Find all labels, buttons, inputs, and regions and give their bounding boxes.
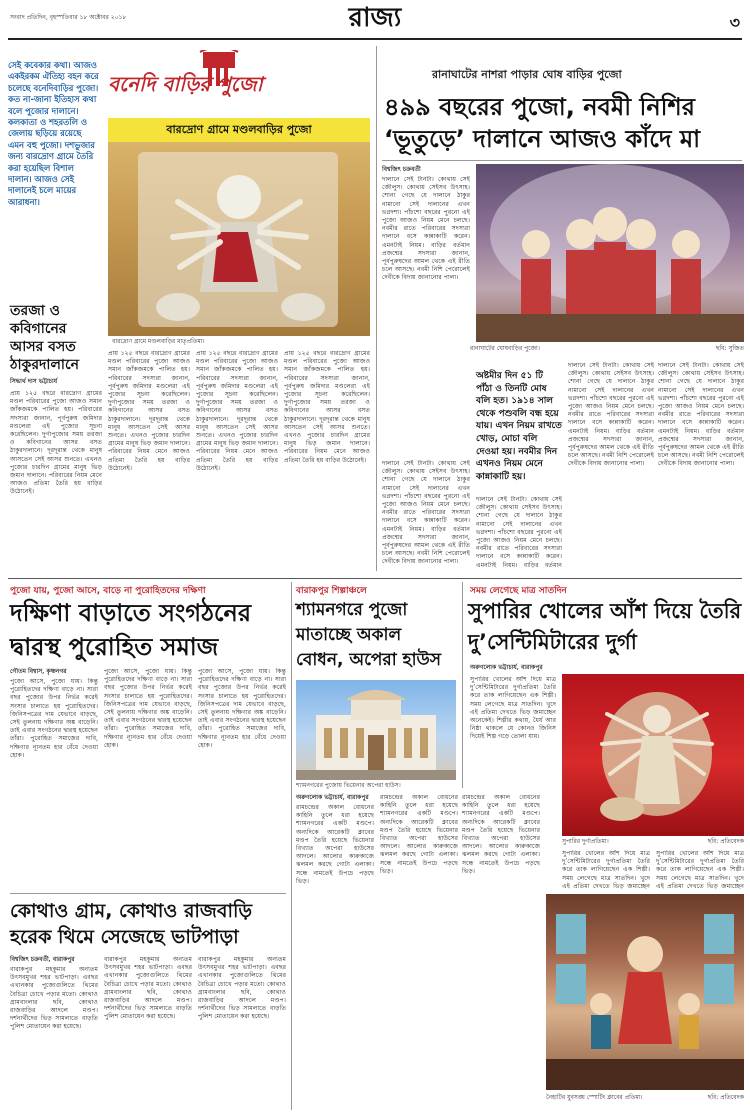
opera-house-photo: [296, 680, 456, 780]
purohit-body-col3: [198, 668, 286, 888]
purohit-body-text-3: পুজো আসে, পুজো যায়। কিন্তু পুরোহিতদের দক্ষিণা বাড়ে না। সারা বছর পুজোর উপর নির্ভর করেই সংসার চালাতে হয় পুরোহিতদের। জিনিসপত্রের দাম যেভাবে বাড়ছে, সেই তুলনায় দক্ষিণার অঙ্ক বাড়েনি। তাই এবার সংগঠনের দ্বারস্থ হয়েছেন তাঁরা। পুরোহিত সমাজের দাবি, দক্ষিণার ন্যূনতম হার বেঁধে দেওয়া হোক।: [198, 668, 286, 749]
left-story-body-text-3: প্রায় ১২৫ বছরে বারদ্রোণ গ্রামের মণ্ডল পরিবারের পুজো আজও সমান জাঁকজমকে পালিত হয়। পরিবারের সদস্যরা জানান, পূর্বপুরুষ জমিদার মণ্ডলেরা এই পুজোর সূচনা করেছিলেন। দুর্গাপুজোর সময় তরজা ও কবিগানের আসর বসত ঠাকুরদালানে। দূরদূরান্ত থেকে মানুষ আসতেন সেই আসর শুনতে। এখনও পুজোর চারদিন গ্রামের মানুষ ভিড় জমান দালানে। পরিবারের নিয়ম মেনে আজও প্রতিমা তৈরি হয় বাড়ির উঠোনেই।: [196, 350, 278, 472]
bottom-left-rule: [10, 893, 286, 894]
left-story-body-col3: [196, 350, 278, 568]
left-story-body: [10, 390, 102, 568]
purohit-body-text: পুজো আসে, পুজো যায়। কিন্তু পুরোহিতদের দক্ষিণা বাড়ে না। সারা বছর পুজোর উপর নির্ভর করেই সংসার চালাতে হয় পুরোহিতদের। জিনিসপত্রের দাম যেভাবে বাড়ছে, সেই তুলনায় দক্ষিণার অঙ্ক বাড়েনি। তাই এবার সংগঠনের দ্বারস্থ হয়েছেন তাঁরা। পুরোহিত সমাজের দাবি, দক্ষিণার ন্যূনতম হার বেঁধে দেওয়া হোক।: [10, 678, 98, 759]
supari-body-text-2: সুপারির খোলের আঁশ দিয়ে মাত্র দু’সেন্টিমিটারের দুর্গাপ্রতিমা তৈরি করে তাক লাগিয়েছেন এক শিল্পী। সময় লেগেছে মাত্র সাতদিন। খুদে এই প্রতিমা দেখতে ভিড় জমাচ্ছেন: [562, 850, 650, 890]
naihati-photo-credit: ছবি: প্রতিবেদক: [707, 1094, 744, 1101]
feature-logo-text: বনেদি বাড়ির পুজো: [108, 72, 263, 96]
masthead-rule: [8, 38, 742, 40]
shyamnagar-body-col1: [296, 804, 374, 1104]
purohit-kicker: পুজো যায়, পুজো আসে, বাড়ে না পুরোহিতদের দক্ষিণা: [10, 586, 206, 596]
bhatpara-body-text: বারাকপুর মহকুমার অন্যতম উৎসবমুখর শহর ভাটপাড়া। এবছর এখানকার পুজোগুলিতে থিমের বৈচিত্র্য চোখে পড়ার মতো। কোথাও গ্রামবাংলার ছবি, কোথাও রাজবাড়ির আদলে মণ্ডপ। দর্শনার্থীদের ভিড় সামলাতে বাড়তি পুলিশ মোতায়েন করা হয়েছে।: [10, 966, 98, 1031]
supari-photo-caption: সুপারির দুর্গাপ্রতিমা।: [562, 838, 609, 845]
section-rule: [8, 578, 742, 579]
left-story-body-text: প্রায় ১২৫ বছরে বারদ্রোণ গ্রামের মণ্ডল পরিবারের পুজো আজও সমান জাঁকজমকে পালিত হয়। পরিবারের সদস্যরা জানান, পূর্বপুরুষ জমিদার মণ্ডলেরা এই পুজোর সূচনা করেছিলেন। দুর্গাপুজোর সময় তরজা ও কবিগানের আসর বসত ঠাকুরদালানে। দূরদূরান্ত থেকে মানুষ আসতেন সেই আসর শুনতে। এখনও পুজোর চারদিন গ্রামের মানুষ ভিড় জমান দালানে। পরিবারের নিয়ম মেনে আজও প্রতিমা তৈরি হয় বাড়ির উঠোনেই।: [10, 390, 102, 496]
supari-headline: সুপারির খোলের আঁশ দিয়ে তৈরি দু’সেন্টিমিটারের দুর্গা: [468, 599, 742, 654]
bhatpara-body-col3: [198, 956, 286, 1106]
mondal-bari-photo: [108, 142, 370, 336]
supari-body-col3: [656, 850, 744, 890]
purohit-headline: দক্ষিণা বাড়াতে সংগঠনের দ্বারস্থ পুরোহিত সমাজ: [10, 599, 252, 661]
supari-idol-illustration: [562, 674, 744, 836]
main-body-text: দালানে সেই টানটা। কোথায় সেই জৌলুস। কোথায় সেইসব উৎসাহ। শোনা গেছে যে দালানে ঠাকুর নামানো সেই দালানের এখন ভগ্নদশা। পাঁচশো বছরের পুরনো এই পুজো আজও নিয়ম মেনে চলছে। নবমীর রাতে পরিবারের সদস্যরা দালানে বসে কান্নাকাটি করেন। এমনটাই নিয়ম। বাড়ির বর্তমান প্রজন্মের সদস্যরা জানান, পূর্বপুরুষদের আমল থেকে এই রীতি চলে আসছে। নবমী নিশি পেরোলেই দেবীকে বিদায় জানানোর পালা।: [382, 176, 470, 282]
supari-kicker: সময় লেগেছে মাত্র সাতদিন: [470, 586, 567, 596]
ghosh-bari-photo: [476, 164, 744, 342]
bhatpara-body-col1: [10, 966, 98, 1106]
main-body-text-2: দালানে সেই টানটা। কোথায় সেই জৌলুস। কোথায় সেইসব উৎসাহ। শোনা গেছে যে দালানে ঠাকুর নামানো সেই দালানের এখন ভগ্নদশা। পাঁচশো বছরের পুরনো এই পুজো আজও নিয়ম মেনে চলছে। নবমীর রাতে পরিবারের সদস্যরা দালানে বসে কান্নাকাটি করেন। এমনটাই নিয়ম। বাড়ির বর্তমান প্রজন্মের সদস্যরা জানান, পূর্বপুরুষদের আমল থেকে এই রীতি চলে আসছে। নবমী নিশি পেরোলেই দেবীকে বিদায় জানানোর পালা।: [568, 362, 654, 468]
main-body-col2: [568, 362, 654, 570]
main-headline-rule: [382, 160, 742, 161]
purohit-body-col2: [104, 668, 192, 888]
bhatpara-headline: কোথাও গ্রাম, কোথাও রাজবাড়ি হরেক থিমে সেজেছে ভাটপাড়া: [10, 900, 253, 948]
divider: [291, 582, 292, 1110]
shyamnagar-kicker: বারাকপুর শিল্পাঞ্চলে: [296, 586, 367, 596]
left-intro: [8, 60, 100, 295]
left-story-body-text-2: প্রায় ১২৫ বছরে বারদ্রোণ গ্রামের মণ্ডল পরিবারের পুজো আজও সমান জাঁকজমকে পালিত হয়। পরিবারের সদস্যরা জানান, পূর্বপুরুষ জমিদার মণ্ডলেরা এই পুজোর সূচনা করেছিলেন। দুর্গাপুজোর সময় তরজা ও কবিগানের আসর বসত ঠাকুরদালানে। দূরদূরান্ত থেকে মানুষ আসতেন সেই আসর শুনতে। এখনও পুজোর চারদিন গ্রামের মানুষ ভিড় জমান দালানে। পরিবারের নিয়ম মেনে আজও প্রতিমা তৈরি হয় বাড়ির উঠোনেই।: [108, 350, 190, 472]
main-headline-line1: ৪৯৯ বছরের পুজো, নবমী নিশির: [384, 93, 695, 121]
main-body-col4: [382, 460, 470, 570]
shyamnagar-headline: শ্যামনগরে পুজো মাতাচ্ছে অকাল বোধন, অপেরা হাউস: [296, 600, 441, 670]
left-story-body-col2: [108, 350, 190, 568]
feature-logo: [108, 50, 338, 108]
supari-body-col1: [470, 676, 556, 856]
left-story-body-text-4: প্রায় ১২৫ বছরে বারদ্রোণ গ্রামের মণ্ডল পরিবারের পুজো আজও সমান জাঁকজমকে পালিত হয়। পরিবারের সদস্যরা জানান, পূর্বপুরুষ জমিদার মণ্ডলেরা এই পুজোর সূচনা করেছিলেন। দুর্গাপুজোর সময় তরজা ও কবিগানের আসর বসত ঠাকুরদালানে। দূরদূরান্ত থেকে মানুষ আসতেন সেই আসর শুনতে। এখনও পুজোর চারদিন গ্রামের মানুষ ভিড় জমান দালানে। পরিবারের নিয়ম মেনে আজও প্রতিমা তৈরি হয় বাড়ির উঠোনেই।: [284, 350, 370, 464]
main-body-col1: [382, 176, 470, 454]
divider: [462, 582, 463, 788]
shyamnagar-body-text-2: রামচন্দ্রের অকাল বোধনের কাহিনি তুলে ধরা হয়েছে শ্যামনগরের একটি মণ্ডপে। অন্যদিকে আরেকটি ক্লাবের মণ্ডপ তৈরি হয়েছে ভিয়েনার বিখ্যাত অপেরা হাউসের আদলে। আলোর কারুকাজে ঝলমল করছে গোটা এলাকা। সন্ধে নামতেই উপচে পড়ছে ভিড়।: [380, 794, 458, 875]
shyamnagar-byline: অরুণলোক ভট্টাচার্য, বারাকপুর: [296, 794, 369, 801]
page-number: ৩: [729, 13, 740, 32]
supari-idol-photo: [562, 674, 744, 836]
shyamnagar-body-col2: [380, 794, 458, 1104]
bhatpara-body-text-3: বারাকপুর মহকুমার অন্যতম উৎসবমুখর শহর ভাটপাড়া। এবছর এখানকার পুজোগুলিতে থিমের বৈচিত্র্য চোখে পড়ার মতো। কোথাও গ্রামবাংলার ছবি, কোথাও রাজবাড়ির আদলে মণ্ডপ। দর্শনার্থীদের ভিড় সামলাতে বাড়তি পুলিশ মোতায়েন করা হয়েছে।: [198, 956, 286, 1021]
ghosh-photo-credit: ছবি: সুজিত: [715, 345, 744, 352]
photo-banner: বারদ্রোণ গ্রামে মণ্ডলবাড়ির পুজো: [108, 118, 370, 142]
main-body-text-5: দালানে সেই টানটা। কোথায় সেই জৌলুস। কোথায় সেইসব উৎসাহ। শোনা গেছে যে দালানে ঠাকুর নামানো সেই দালানের এখন ভগ্নদশা। পাঁচশো বছরের পুরনো এই পুজো আজও নিয়ম মেনে চলছে। নবমীর রাতে পরিবারের সদস্যরা দালানে বসে কান্নাকাটি করেন। এমনটাই নিয়ম। বাড়ির বর্তমান: [476, 496, 562, 569]
supari-byline: অরুণলোক ভট্টাচার্য, বারাকপুর: [470, 664, 543, 671]
main-body-text-4: দালানে সেই টানটা। কোথায় সেই জৌলুস। কোথায় সেইসব উৎসাহ। শোনা গেছে যে দালানে ঠাকুর নামানো সেই দালানের এখন ভগ্নদশা। পাঁচশো বছরের পুরনো এই পুজো আজও নিয়ম মেনে চলছে। নবমীর রাতে পরিবারের সদস্যরা দালানে বসে কান্নাকাটি করেন। এমনটাই নিয়ম। বাড়ির বর্তমান প্রজন্মের সদস্যরা জানান, পূর্বপুরুষদের আমল থেকে এই রীতি চলে আসছে। নবমী নিশি পেরোলেই দেবীকে বিদায় জানানোর পালা।: [382, 460, 470, 566]
ghosh-photo-caption: রানাঘাটের ঘোষবাড়ির পুজো।: [470, 345, 540, 352]
masthead-dateline: সংবাদ প্রতিদিন, বৃহস্পতিবার ১৮ অক্টোবর ২০১৮: [10, 14, 127, 21]
purohit-byline: গৌতম বিশ্বাস, কৃষ্ণনগর: [10, 668, 67, 675]
main-body-col3: [658, 362, 744, 570]
left-intro-text: সেই কবেকার কথা। আজও একইরকম ঐতিহ্য বহন করে চলেছে বনেদিবাড়ির পুজো। কত না-জানা ইতিহাস কথা বলে পুজোর দালানে। কলকাতা ও শহরতলি ও জেলায় ছড়িয়ে রয়েছে এমন বহু পুজো। দশভুজার জন্য বারদ্রোণ গ্রামে তৈরি করা হয়েছিল বিশাল দালান। আজও সেই দালানেই চলে মায়ের আরাধনা।: [8, 60, 99, 207]
main-body-col5: [476, 496, 562, 570]
left-story-byline: সিদ্ধার্থ দাস ভট্টাচার্য: [10, 378, 58, 385]
supari-body-text-3: সুপারির খোলের আঁশ দিয়ে মাত্র দু’সেন্টিমিটারের দুর্গাপ্রতিমা তৈরি করে তাক লাগিয়েছেন এক শিল্পী। সময় লেগেছে মাত্র সাতদিন। খুদে এই প্রতিমা দেখতে ভিড় জমাচ্ছেন: [656, 850, 744, 890]
main-body-text-3: দালানে সেই টানটা। কোথায় সেই জৌলুস। কোথায় সেইসব উৎসাহ। শোনা গেছে যে দালানে ঠাকুর নামানো সেই দালানের এখন ভগ্নদশা। পাঁচশো বছরের পুরনো এই পুজো আজও নিয়ম মেনে চলছে। নবমীর রাতে পরিবারের সদস্যরা দালানে বসে কান্নাকাটি করেন। এমনটাই নিয়ম। বাড়ির বর্তমান প্রজন্মের সদস্যরা জানান, পূর্বপুরুষদের আমল থেকে এই রীতি চলে আসছে। নবমী নিশি পেরোলেই দেবীকে বিদায় জানানোর পালা।: [658, 362, 744, 468]
mondal-photo-caption: বারদ্রোণ গ্রামে মণ্ডলবাড়ির মাতৃপ্রতিমা।: [112, 338, 205, 345]
supari-photo-credit: ছবি: প্রতিবেদক: [707, 838, 744, 845]
divider: [376, 46, 377, 571]
purohit-body-col1: [10, 678, 98, 888]
naihati-idol-photo: [546, 894, 744, 1090]
purohit-body-text-2: পুজো আসে, পুজো যায়। কিন্তু পুরোহিতদের দক্ষিণা বাড়ে না। সারা বছর পুজোর উপর নির্ভর করেই সংসার চালাতে হয় পুরোহিতদের। জিনিসপত্রের দাম যেভাবে বাড়ছে, সেই তুলনায় দক্ষিণার অঙ্ক বাড়েনি। তাই এবার সংগঠনের দ্বারস্থ হয়েছেন তাঁরা। পুরোহিত সমাজের দাবি, দক্ষিণার ন্যূনতম হার বেঁধে দেওয়া হোক।: [104, 668, 192, 749]
shyamnagar-body-text-3: রামচন্দ্রের অকাল বোধনের কাহিনি তুলে ধরা হয়েছে শ্যামনগরের একটি মণ্ডপে। অন্যদিকে আরেকটি ক্লাবের মণ্ডপ তৈরি হয়েছে ভিয়েনার বিখ্যাত অপেরা হাউসের আদলে। আলোর কারুকাজে ঝলমল করছে গোটা এলাকা। সন্ধে নামতেই উপচে পড়ছে ভিড়।: [462, 794, 540, 875]
pull-quote: অষ্টমীর দিন ৫১ টি পাঁঠা ও তিনটি মোষ বলি হত। ১৯১৪ সাল থেকে পশুবলি বন্ধ হয়ে যায়। এখন নিয়ম রাখতে খোড়, মোচা বলি দেওয়া হয়। নবমীর দিন এখনও নিয়ম মেনে কান্নাকাটি হয়।: [476, 371, 562, 482]
section-title: রাজ্য: [348, 3, 402, 33]
main-headline-line2: ‘ভূতুড়ে’ দালানে আজও কাঁদে মা: [384, 125, 701, 153]
naihati-photo-caption: নৈহাটির যুবসঙ্ঘ স্পোর্টিং ক্লাবের প্রতিমা।: [546, 1094, 643, 1101]
supari-body-col2: [562, 850, 650, 890]
left-story-body-col4: [284, 350, 370, 568]
supari-body-text: সুপারির খোলের আঁশ দিয়ে মাত্র দু’সেন্টিমিটারের দুর্গাপ্রতিমা তৈরি করে তাক লাগিয়েছেন এক শিল্পী। সময় লেগেছে মাত্র সাতদিন। খুদে এই প্রতিমা দেখতে ভিড় জমাচ্ছেন অনেকেই। শিল্পীর কথায়, ধৈর্য আর নিষ্ঠা থাকলে যে কোনও জিনিস দিয়েই শিল্প গড়ে তোলা যায়।: [470, 676, 556, 741]
shyamnagar-body-text: রামচন্দ্রের অকাল বোধনের কাহিনি তুলে ধরা হয়েছে শ্যামনগরের একটি মণ্ডপে। অন্যদিকে আরেকটি ক্লাবের মণ্ডপ তৈরি হয়েছে ভিয়েনার বিখ্যাত অপেরা হাউসের আদলে। আলোর কারুকাজে ঝলমল করছে গোটা এলাকা। সন্ধে নামতেই উপচে পড়ছে ভিড়।: [296, 804, 374, 885]
left-story-headline: তরজা ও কবিগানের আসর বসত ঠাকুরদালানে: [10, 303, 79, 373]
opera-photo-caption: শ্যামনগরের পুজোয় ভিয়েনার অপেরা হাউস।: [296, 782, 401, 789]
ghosh-idol-illustration: [476, 164, 744, 342]
main-byline: বিশ্বজিৎ চক্রবর্তী: [382, 166, 421, 173]
main-kicker: রানাঘাটের নাশরা পাড়ার ঘোষ বাড়ির পুজো: [432, 68, 622, 81]
bhatpara-byline: বিশ্বজিৎ চক্রবর্তী, বারাকপুর: [10, 956, 75, 963]
bhatpara-body-text-2: বারাকপুর মহকুমার অন্যতম উৎসবমুখর শহর ভাটপাড়া। এবছর এখানকার পুজোগুলিতে থিমের বৈচিত্র্য চোখে পড়ার মতো। কোথাও গ্রামবাংলার ছবি, কোথাও রাজবাড়ির আদলে মণ্ডপ। দর্শনার্থীদের ভিড় সামলাতে বাড়তি পুলিশ মোতায়েন করা হয়েছে।: [104, 956, 192, 1021]
bhatpara-body-col2: [104, 956, 192, 1106]
opera-house-illustration: [296, 680, 456, 780]
durga-idol-illustration: [108, 142, 370, 336]
naihati-idol-illustration: [546, 894, 744, 1090]
